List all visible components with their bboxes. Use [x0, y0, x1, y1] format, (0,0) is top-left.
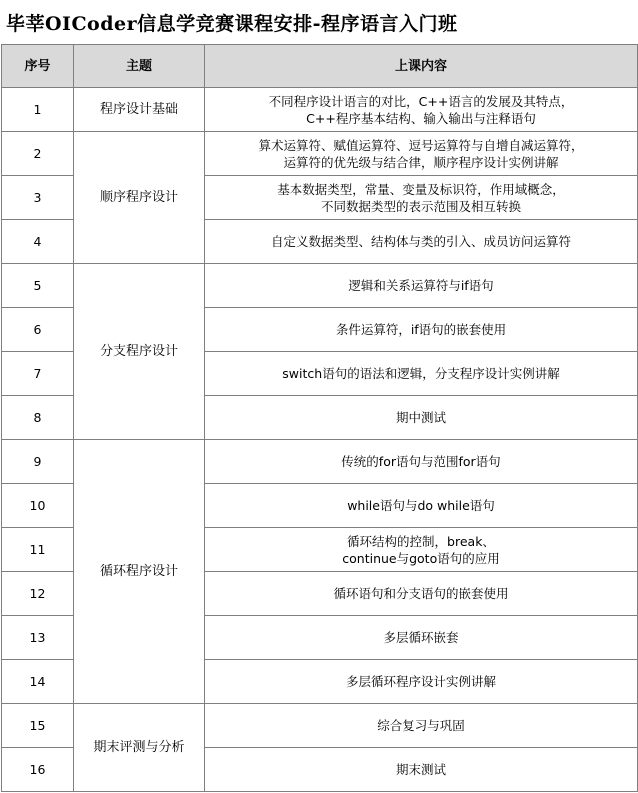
row-number: 14	[2, 660, 74, 704]
row-number: 5	[2, 264, 74, 308]
content-cell	[205, 176, 638, 220]
row-number: 4	[2, 220, 74, 264]
table-row	[2, 440, 638, 484]
table-row	[2, 88, 638, 132]
row-number: 13	[2, 616, 74, 660]
content-line: 不同数据类型的表示范围及相互转换	[320, 198, 521, 214]
content-line: 期中测试	[395, 410, 446, 425]
row-number: 3	[2, 176, 74, 220]
row-number: 6	[2, 308, 74, 352]
content-cell	[205, 132, 638, 176]
row-number: 1	[2, 88, 74, 132]
row-number: 8	[2, 396, 74, 440]
content-line: while语句与do while语句	[347, 498, 495, 513]
content-cell	[205, 484, 638, 528]
topic-cell: 顺序程序设计	[74, 132, 205, 264]
table-row	[2, 264, 638, 308]
header-topic: 主题	[74, 45, 205, 88]
table-header-row	[2, 45, 638, 88]
course-schedule-table	[1, 44, 638, 792]
content-line: C++程序基本结构、输入输出与注释语句	[306, 110, 536, 126]
row-number: 12	[2, 572, 74, 616]
content-line: 逻辑和关系运算符与if语句	[348, 278, 494, 293]
content-cell	[205, 528, 638, 572]
content-line: 不同程序设计语言的对比，C++语言的发展及其特点，	[268, 93, 574, 109]
table-row	[2, 132, 638, 176]
content-line: 循环语句和分支语句的嵌套使用	[333, 586, 509, 601]
row-number: 16	[2, 748, 74, 792]
topic-cell: 程序设计基础	[74, 88, 205, 132]
content-cell	[205, 704, 638, 748]
header-no: 序号	[2, 45, 74, 88]
content-line: switch语句的语法和逻辑，分支程序设计实例讲解	[282, 366, 560, 381]
content-cell	[205, 88, 638, 132]
content-cell	[205, 616, 638, 660]
content-cell	[205, 264, 638, 308]
content-line: 基本数据类型，常量、变量及标识符，作用域概念，	[277, 181, 565, 197]
topic-cell: 期末评测与分析	[74, 704, 205, 792]
content-line: 算术运算符、赋值运算符、逗号运算符与自增自减运算符，	[258, 137, 584, 153]
content-cell	[205, 220, 638, 264]
content-line: 循环结构的控制，break、	[347, 533, 495, 549]
content-line: 期末测试	[395, 762, 446, 777]
content-cell	[205, 748, 638, 792]
content-cell	[205, 352, 638, 396]
content-line: 多层循环程序设计实例讲解	[345, 674, 496, 689]
topic-cell: 分支程序设计	[74, 264, 205, 440]
content-cell	[205, 660, 638, 704]
row-number: 15	[2, 704, 74, 748]
content-cell	[205, 440, 638, 484]
content-line: continue与goto语句的应用	[342, 550, 500, 566]
content-cell	[205, 572, 638, 616]
table-row	[2, 704, 638, 748]
row-number: 9	[2, 440, 74, 484]
topic-cell: 循环程序设计	[74, 440, 205, 704]
content-line: 综合复习与巩固	[377, 718, 465, 733]
content-line: 运算符的优先级与结合律，顺序程序设计实例讲解	[283, 154, 559, 170]
row-number: 11	[2, 528, 74, 572]
content-line: 自定义数据类型、结构体与类的引入、成员访问运算符	[270, 234, 571, 249]
content-line: 条件运算符，if语句的嵌套使用	[335, 322, 507, 337]
content-line: 多层循环嵌套	[383, 630, 459, 645]
row-number: 2	[2, 132, 74, 176]
content-line: 传统的for语句与范围for语句	[341, 454, 501, 469]
content-cell	[205, 308, 638, 352]
row-number: 7	[2, 352, 74, 396]
content-cell	[205, 396, 638, 440]
row-number: 10	[2, 484, 74, 528]
page-title: 毕莘OICoder信息学竞赛课程安排-程序语言入门班	[6, 12, 458, 35]
table-body	[2, 88, 638, 792]
header-content: 上课内容	[205, 45, 638, 88]
